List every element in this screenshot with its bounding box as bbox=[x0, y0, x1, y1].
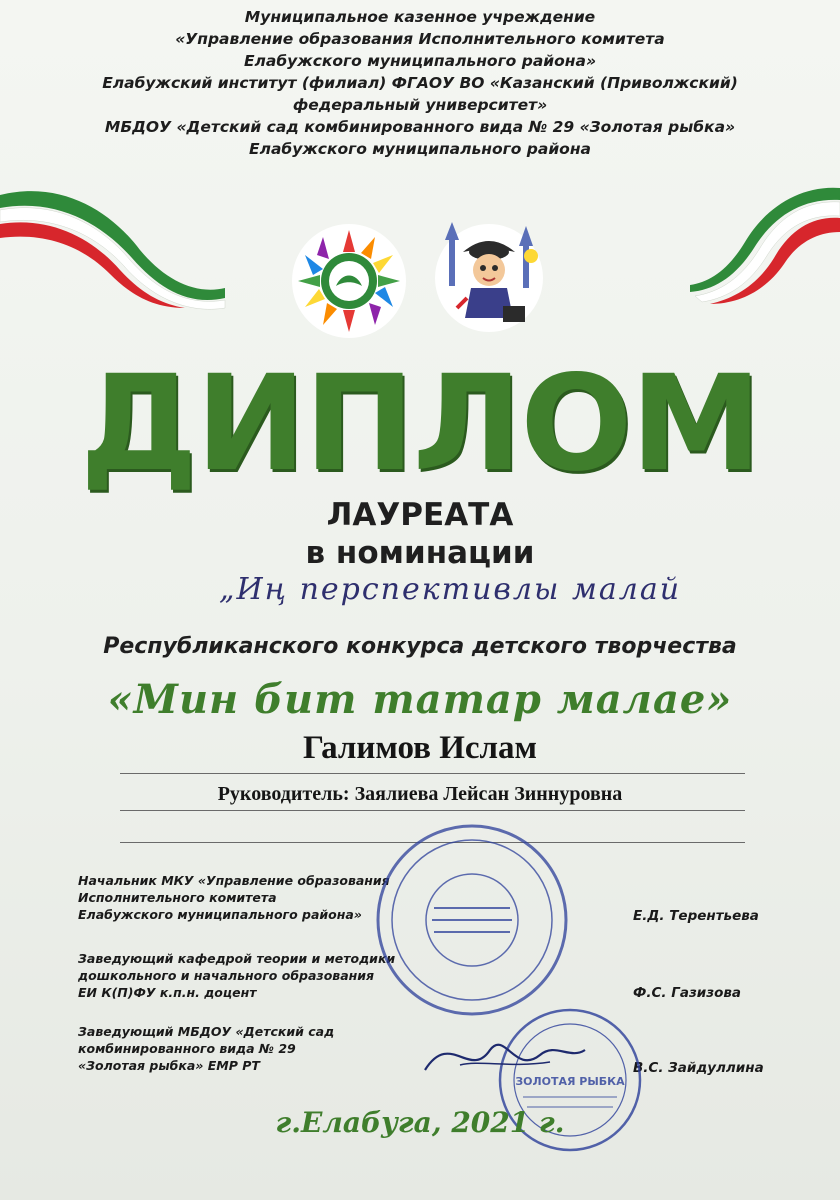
signatory-title: дошкольного и начального образования bbox=[78, 968, 375, 983]
signatory-title: Начальник МКУ «Управление образования bbox=[78, 873, 390, 888]
header-line: федеральный университет» bbox=[292, 96, 548, 114]
signatory-title: ЕИ К(П)ФУ к.п.н. доцент bbox=[78, 985, 257, 1000]
signatory-title: Заведующий кафедрой теории и методики bbox=[78, 951, 396, 966]
boy-mascot-icon bbox=[433, 212, 545, 336]
header-line: Елабужского муниципального района bbox=[249, 140, 591, 158]
official-seal-icon bbox=[372, 820, 572, 1020]
signature-block-2 bbox=[78, 950, 418, 1001]
contest-label: Республиканского конкурса детского творчества bbox=[103, 634, 737, 659]
signatory-title: Исполнительного комитета bbox=[78, 890, 277, 905]
header-line: Елабужский институт (филиал) ФГАОУ ВО «Казанский (Приволжский) bbox=[102, 74, 738, 92]
signatory-title: комбинированного вида № 29 bbox=[78, 1041, 296, 1056]
signatory-title: «Золотая рыбка» ЕМР РТ bbox=[78, 1058, 260, 1073]
supervisor-underline bbox=[120, 810, 745, 811]
header-line: «Управление образования Исполнительного комитета bbox=[175, 30, 665, 48]
signatory-title: Елабужского муниципального района» bbox=[78, 907, 362, 922]
laureate-heading bbox=[0, 496, 840, 572]
flag-ribbon-right-icon bbox=[690, 180, 840, 310]
contest-name: «Мин бит татар малае» bbox=[107, 676, 733, 723]
nomination-label: в номинации bbox=[305, 535, 535, 571]
signatory-name-2: Ф.С. Газизова bbox=[633, 985, 742, 1001]
supervisor-name: Руководитель: Заялиева Лейсан Зиннуровна bbox=[217, 783, 623, 805]
winner-underline bbox=[120, 773, 745, 774]
issuer-header bbox=[40, 6, 800, 160]
diploma-title: ДИПЛОМ bbox=[80, 347, 760, 501]
flag-ribbon-left-icon bbox=[0, 180, 230, 310]
city-year: г.Елабуга, 2021 г. bbox=[275, 1106, 565, 1139]
nomination-handwritten: „Иң перспективлы малай bbox=[218, 572, 682, 607]
signatory-name-3: В.С. Зайдуллина bbox=[633, 1060, 764, 1076]
contest-emblem-icon bbox=[290, 222, 408, 340]
signature-block-1 bbox=[78, 872, 418, 923]
header-line: МБДОУ «Детский сад комбинированного вида № 29 «Золотая рыбка» bbox=[104, 118, 736, 136]
signatory-title: Заведующий МБДОУ «Детский сад bbox=[78, 1024, 335, 1039]
laureate-line: ЛАУРЕАТА bbox=[326, 497, 514, 533]
signature-block-3 bbox=[78, 1023, 418, 1074]
handwritten-signature-icon bbox=[420, 1020, 590, 1090]
signatory-name-1: Е.Д. Терентьева bbox=[633, 908, 759, 924]
winner-name: Галимов Ислам bbox=[302, 730, 537, 766]
header-line: Елабужского муниципального района» bbox=[243, 52, 597, 70]
header-line: Муниципальное казенное учреждение bbox=[244, 8, 596, 26]
stamp-text: ЗОЛОТАЯ РЫБКА bbox=[515, 1075, 625, 1088]
